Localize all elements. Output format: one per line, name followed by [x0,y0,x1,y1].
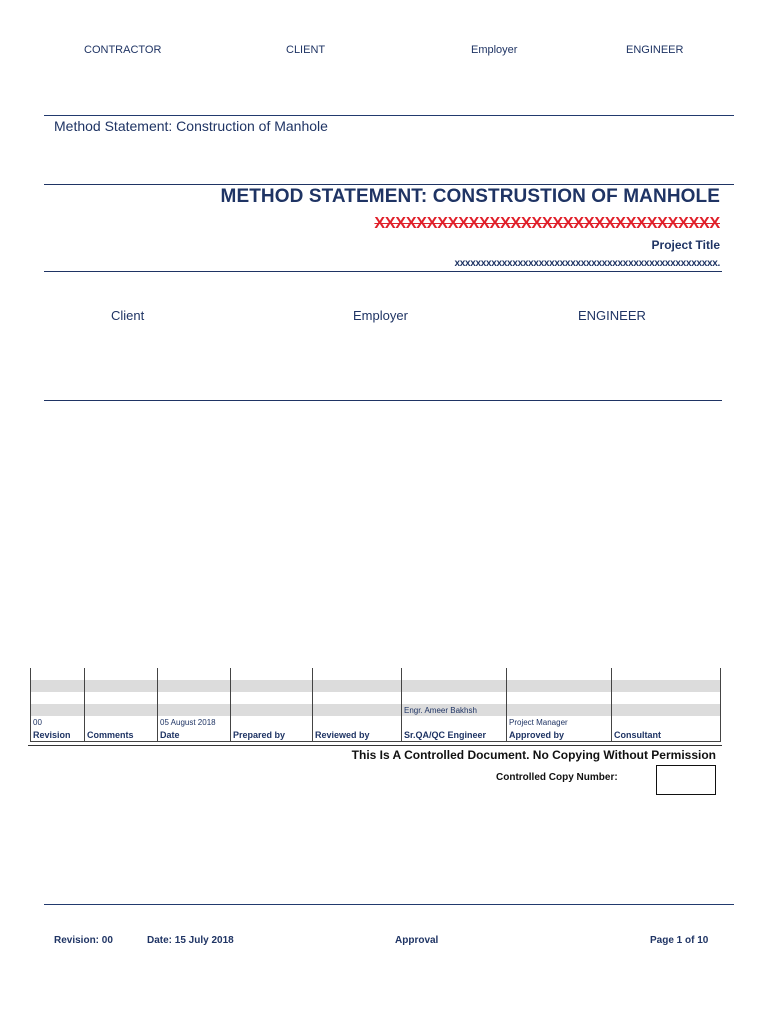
divider-footer [44,904,734,905]
footer-page-number: Page 1 of 10 [650,935,709,946]
controlled-notice: This Is A Controlled Document. No Copying Without Permission [351,748,716,762]
col-comments: Comments [85,728,158,742]
header-employer: Employer [471,44,518,56]
party-client: Client [111,308,145,323]
divider-top [44,115,734,116]
divider-title-bottom [44,271,722,272]
project-title-value: xxxxxxxxxxxxxxxxxxxxxxxxxxxxxxxxxxxxxxxxxxxxxxxxxx. [454,258,720,269]
main-title: METHOD STATEMENT: CONSTRUSTION OF MANHOLE [220,186,720,207]
footer-date: Date: 15 July 2018 [147,935,234,946]
date-value: 05 August 2018 [158,716,231,728]
controlled-copy-label: Controlled Copy Number: [496,772,618,783]
table-row [31,692,721,704]
controlled-copy-number-box[interactable] [656,765,716,795]
reviewer-name: Engr. Ameer Bakhsh [402,704,507,716]
header-contractor: CONTRACTOR [84,44,162,56]
col-consultant: Consultant [612,728,721,742]
project-title-label: Project Title [651,238,720,252]
table-row [31,704,721,716]
divider-title-top [44,184,734,185]
revision-value: 00 [31,716,85,728]
party-engineer: ENGINEER [578,308,646,323]
col-revision: Revision [31,728,85,742]
header-engineer: ENGINEER [626,44,684,56]
header-client: CLIENT [286,44,326,56]
party-employer: Employer [353,308,408,323]
col-qaqc-engineer: Sr.QA/QC Engineer [402,728,507,742]
table-header-row [31,728,721,742]
col-prepared-by: Prepared by [231,728,313,742]
footer-status: Approval [395,935,439,946]
approver-title: Project Manager [507,716,612,728]
col-date: Date [158,728,231,742]
redacted-line: XXXXXXXXXXXXXXXXXXXXXXXXXXXXXXXXX [374,215,720,232]
document-subtitle: Method Statement: Construction of Manhole [54,118,328,134]
divider-parties-bottom [44,400,722,401]
divider-table-bottom [28,745,722,746]
footer-revision: Revision: 00 [54,935,113,946]
table-row [31,668,721,680]
col-reviewed-by: Reviewed by [313,728,402,742]
revision-table [30,668,721,742]
col-approved-by: Approved by [507,728,612,742]
table-row [31,716,721,728]
table-row [31,680,721,692]
